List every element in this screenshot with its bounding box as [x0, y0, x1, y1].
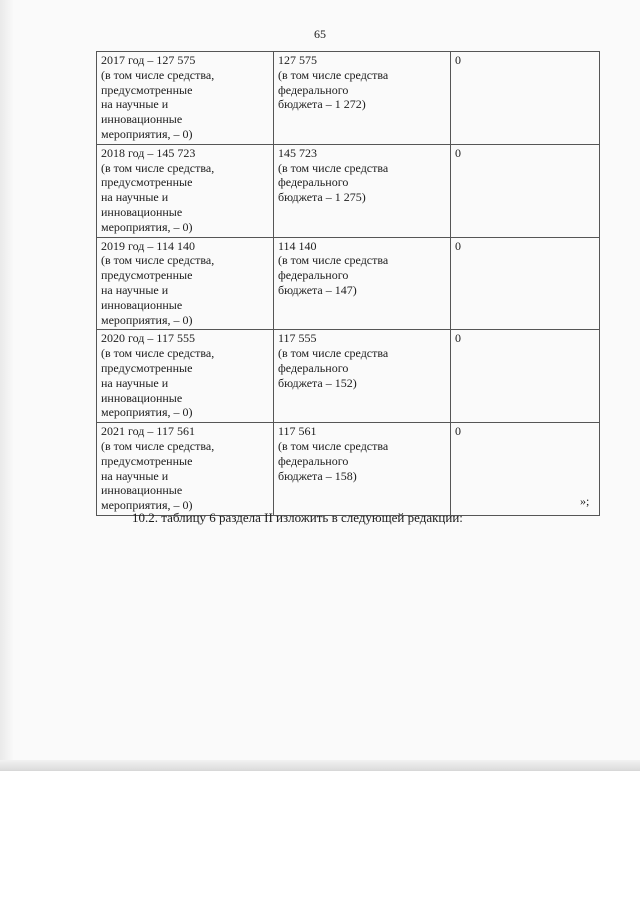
cell-text-line: 0	[455, 53, 461, 67]
cell-text-line: (в том числе средства	[278, 67, 389, 82]
cell-text-line: 114 140	[278, 238, 317, 253]
cell-text-line: бюджета – 158)	[278, 468, 357, 483]
cell-text-line: инновационные	[101, 483, 183, 498]
cell-text-line: (в том числе средства,	[101, 438, 215, 453]
cell-text-line: инновационные	[101, 297, 183, 312]
regional-budget-cell	[274, 144, 451, 237]
cell-text-line: инновационные	[101, 390, 183, 405]
cell-text-line: (в том числе средства,	[101, 160, 215, 175]
other-sources-cell	[451, 423, 600, 516]
regional-budget-cell	[274, 237, 451, 330]
cell-text-line: 2021 год – 117 561	[101, 424, 195, 439]
cell-text-line: (в том числе средства	[278, 438, 389, 453]
cell-text-line: инновационные	[101, 204, 183, 219]
cell-text-line: 0	[455, 331, 461, 346]
cell-text-line: предусмотренные	[101, 360, 193, 375]
other-sources-cell	[451, 144, 600, 237]
cell-text-line: (в том числе средства	[278, 253, 389, 268]
cell-text-line: мероприятия, – 0)	[101, 219, 193, 234]
regional-budget-cell	[274, 423, 451, 516]
page-number: 65	[314, 27, 326, 41]
cell-text-line: (в том числе средства,	[101, 346, 215, 361]
cell-text-line: инновационные	[101, 112, 183, 127]
cell-text-line: бюджета – 1 275)	[278, 190, 366, 205]
cell-text-line: предусмотренные	[101, 268, 193, 283]
funding-table-body	[97, 52, 600, 516]
cell-text-line: мероприятия, – 0)	[101, 405, 193, 420]
cell-text-line: (в том числе средства,	[101, 67, 215, 82]
table-row	[97, 423, 600, 516]
cell-text-line: мероприятия, – 0)	[101, 498, 193, 513]
year-total-cell	[97, 144, 274, 237]
year-total-cell	[97, 237, 274, 330]
regional-budget-cell	[274, 52, 451, 145]
cell-text-line: (в том числе средства	[278, 346, 389, 361]
other-sources-cell	[451, 330, 600, 423]
year-total-cell	[97, 52, 274, 145]
table-row	[97, 144, 600, 237]
cell-text-line: федерального	[278, 175, 349, 190]
cell-text-line: 2018 год – 145 723	[101, 145, 196, 160]
cell-text-line: федерального	[278, 360, 349, 375]
other-sources-cell	[451, 237, 600, 330]
cell-text-line: 117 555	[278, 331, 317, 346]
cell-text-line: 145 723	[278, 145, 317, 160]
funding-table	[96, 51, 600, 516]
other-sources-cell	[451, 52, 600, 145]
cell-text-line: 2020 год – 117 555	[101, 331, 195, 346]
scan-left-edge	[0, 0, 14, 770]
cell-text-line: 0	[455, 424, 461, 439]
cell-text-line: 2019 год – 114 140	[101, 238, 195, 253]
cell-text-line: 0	[455, 145, 461, 160]
cell-text-line: 117 561	[278, 424, 317, 439]
cell-text-line: бюджета – 1 272)	[278, 97, 366, 112]
year-total-cell	[97, 423, 274, 516]
cell-text-line: 2017 год – 127 575	[101, 53, 196, 67]
cell-text-line: на научные и	[101, 190, 169, 205]
table-row	[97, 237, 600, 330]
year-total-cell	[97, 330, 274, 423]
cell-text-line: федерального	[278, 268, 349, 283]
closing-quote: »;	[580, 494, 590, 508]
cell-text-line: мероприятия, – 0)	[101, 126, 193, 141]
cell-text-line: предусмотренные	[101, 175, 193, 190]
cell-text-line: (в том числе средства,	[101, 253, 215, 268]
cell-text-line: на научные и	[101, 282, 169, 297]
cell-text-line: на научные и	[101, 468, 169, 483]
cell-text-line: (в том числе средства	[278, 160, 389, 175]
instruction-paragraph: 10.2. таблицу 6 раздела II изложить в следующей редакции:	[132, 510, 463, 525]
cell-text-line: предусмотренные	[101, 453, 193, 468]
cell-text-line: бюджета – 152)	[278, 375, 357, 390]
regional-budget-cell	[274, 330, 451, 423]
cell-text-line: предусмотренные	[101, 82, 193, 97]
cell-text-line: 127 575	[278, 53, 317, 67]
cell-text-line: на научные и	[101, 97, 169, 112]
table-row	[97, 330, 600, 423]
cell-text-line: 0	[455, 238, 461, 253]
cell-text-line: мероприятия, – 0)	[101, 312, 193, 327]
cell-text-line: федерального	[278, 82, 349, 97]
cell-text-line: бюджета – 147)	[278, 282, 357, 297]
cell-text-line: федерального	[278, 453, 349, 468]
cell-text-line: на научные и	[101, 375, 169, 390]
scan-bottom-edge	[0, 760, 640, 770]
table-row	[97, 52, 600, 145]
